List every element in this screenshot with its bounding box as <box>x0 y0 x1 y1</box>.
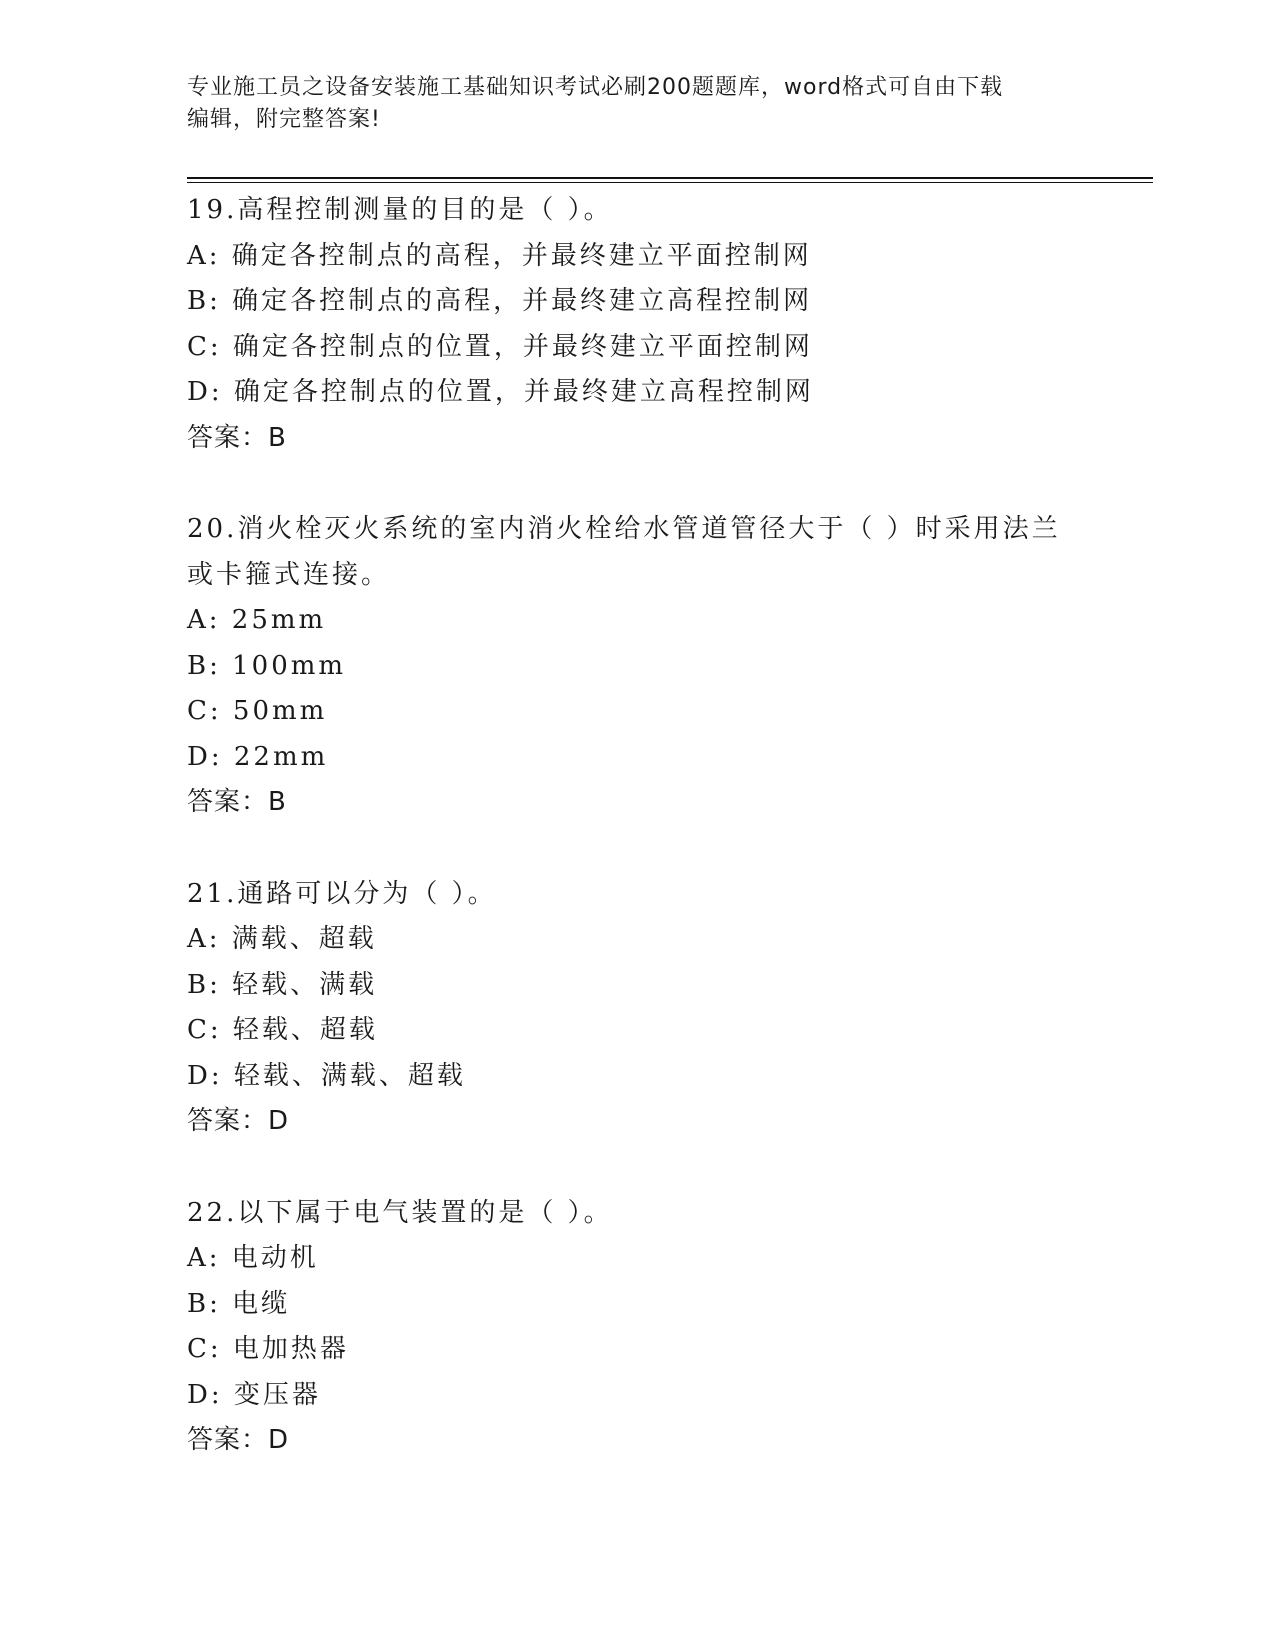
header-title-line2: 编辑，附完整答案! <box>187 107 381 132</box>
option-b: B: 100mm <box>187 650 347 681</box>
option-c: C: 轻载、超载 <box>187 1015 378 1045</box>
option-d: D: 轻载、满载、超载 <box>187 1060 466 1091</box>
answer-label: 答案：D <box>187 1425 290 1455</box>
question-list <box>187 188 1067 1510</box>
question-20 <box>187 507 1067 826</box>
document-header <box>187 72 1067 136</box>
option-c: C: 确定各控制点的位置，并最终建立平面控制网 <box>187 331 813 362</box>
header-divider-thin <box>187 182 1153 183</box>
option-a: A: 确定各控制点的高程，并最终建立平面控制网 <box>187 240 812 271</box>
option-b: B: 电缆 <box>187 1288 291 1319</box>
header-title-line1: 专业施工员之设备安装施工基础知识考试必刷200题题库，word格式可自由下载 <box>187 75 1004 100</box>
option-a: A: 电动机 <box>187 1243 319 1273</box>
question-stem: 20.消火栓灭火系统的室内消火栓给水管道管径大于（ ）时采用法兰或卡箍式连接。 <box>187 514 1061 590</box>
question-stem: 19.高程控制测量的目的是（ ）。 <box>187 195 613 225</box>
answer-label: 答案：B <box>187 787 287 817</box>
option-d: D: 22mm <box>187 741 329 772</box>
question-22 <box>187 1191 1067 1464</box>
option-a: A: 25mm <box>187 605 327 635</box>
option-b: B: 确定各控制点的高程，并最终建立高程控制网 <box>187 286 813 316</box>
option-d: D: 变压器 <box>187 1379 321 1410</box>
option-d: D: 确定各控制点的位置，并最终建立高程控制网 <box>187 377 814 407</box>
question-stem: 22.以下属于电气装置的是（ ）。 <box>187 1197 613 1228</box>
question-19 <box>187 188 1067 461</box>
question-stem: 21.通路可以分为（ ）。 <box>187 878 497 909</box>
question-21 <box>187 872 1067 1145</box>
option-c: C: 50mm <box>187 696 328 726</box>
option-a: A: 满载、超载 <box>187 924 377 954</box>
option-c: C: 电加热器 <box>187 1334 349 1364</box>
header-divider-thick <box>187 177 1153 179</box>
option-b: B: 轻载、满载 <box>187 969 378 1000</box>
answer-label: 答案：D <box>187 1106 290 1136</box>
answer-label: 答案：B <box>187 422 287 453</box>
